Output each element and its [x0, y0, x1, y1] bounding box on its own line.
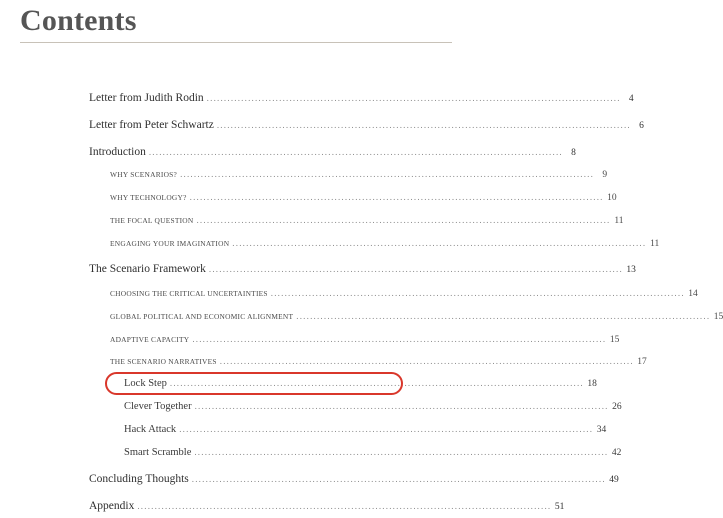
highlight-ring: [105, 372, 403, 395]
toc-entry-label: ADAPTIVE CAPACITY: [110, 335, 190, 344]
toc-entry-page: 11: [614, 216, 624, 226]
leader-dots: ........................................................................................................................: [189, 192, 604, 202]
leader-dots: ........................................................................................................................: [180, 169, 595, 179]
leader-dots: ........................................................................................................................: [169, 378, 584, 388]
toc-entry-page: 10: [607, 193, 617, 203]
toc-entry-label: Appendix: [89, 500, 135, 512]
leader-dots: ........................................................................................................................: [208, 264, 623, 274]
toc-entry-focal-question[interactable]: [110, 215, 624, 226]
toc-entry-page: 4: [628, 94, 634, 104]
toc-entry-smart-scramble[interactable]: [124, 447, 622, 458]
page-title: Contents: [20, 4, 137, 37]
toc-entry-label: ENGAGING YOUR IMAGINATION: [110, 239, 230, 248]
leader-dots: ........................................................................................................................: [270, 288, 685, 298]
toc-entry-page: 11: [650, 239, 660, 249]
leader-dots: ........................................................................................................................: [194, 401, 609, 411]
toc-entry-page: 49: [609, 475, 619, 485]
toc-entry-clever-together[interactable]: [124, 401, 622, 412]
toc-entry-scenario-framework[interactable]: [89, 263, 636, 275]
leader-dots: ........................................................................................................................: [191, 474, 606, 484]
toc-entry-global-alignment[interactable]: [110, 311, 723, 322]
toc-entry-page: 34: [596, 425, 607, 435]
toc-entry-letter-rodin[interactable]: [89, 92, 634, 104]
toc-entry-label: Clever Together: [124, 401, 192, 412]
toc-entry-hack-attack[interactable]: [124, 424, 607, 435]
toc-entry-letter-schwartz[interactable]: [89, 119, 644, 131]
toc-entry-page: 6: [639, 121, 644, 131]
toc-entry-label: Letter from Judith Rodin: [89, 92, 204, 104]
toc-entry-critical-uncertainties[interactable]: [110, 288, 698, 299]
leader-dots: ........................................................................................................................: [194, 447, 609, 457]
toc-entry-label: THE FOCAL QUESTION: [110, 216, 194, 225]
leader-dots: ........................................................................................................................: [137, 501, 552, 511]
toc-entry-label: Concluding Thoughts: [89, 473, 189, 485]
leader-dots: ........................................................................................................................: [206, 93, 621, 103]
toc-entry-label: Lock Step: [124, 378, 167, 389]
toc-entry-page: 42: [611, 448, 622, 458]
toc-entry-page: 9: [602, 170, 608, 180]
toc-entry-introduction[interactable]: [89, 146, 576, 158]
toc-entry-label: CHOOSING THE CRITICAL UNCERTAINTIES: [110, 289, 268, 298]
toc-entry-page: 13: [626, 265, 636, 275]
toc-entry-page: 14: [688, 289, 698, 299]
toc-entry-label: WHY TECHNOLOGY?: [110, 193, 187, 202]
leader-dots: ........................................................................................................................: [192, 334, 607, 344]
toc-entry-label: Hack Attack: [124, 424, 177, 435]
toc-entry-page: 17: [637, 357, 647, 367]
toc-entry-page: 15: [713, 312, 723, 322]
toc-entry-page: 8: [571, 148, 576, 158]
toc-entry-why-scenarios[interactable]: [110, 169, 608, 180]
toc-entry-label: Smart Scramble: [124, 447, 192, 458]
leader-dots: ........................................................................................................................: [196, 215, 611, 225]
toc-entry-scenario-narratives[interactable]: [110, 356, 647, 367]
toc-entry-appendix[interactable]: [89, 500, 565, 512]
leader-dots: ........................................................................................................................: [148, 147, 563, 157]
toc-entry-page: 18: [587, 379, 597, 389]
toc-entry-label: Introduction: [89, 146, 146, 158]
toc-entry-label: Letter from Peter Schwartz: [89, 119, 214, 131]
leader-dots: ........................................................................................................................: [232, 238, 647, 248]
leader-dots: ........................................................................................................................: [219, 356, 634, 366]
toc-entry-label: GLOBAL POLITICAL AND ECONOMIC ALIGNMENT: [110, 312, 294, 321]
toc-entry-concluding-thoughts[interactable]: [89, 473, 619, 485]
toc-entry-page: 15: [609, 335, 620, 345]
toc-entry-why-technology[interactable]: [110, 192, 617, 203]
toc-entry-page: 26: [612, 402, 622, 412]
toc-entry-adaptive-capacity[interactable]: [110, 334, 620, 345]
leader-dots: ........................................................................................................................: [296, 311, 711, 321]
toc-entry-page: 51: [554, 502, 565, 512]
toc-entry-label: The Scenario Framework: [89, 263, 206, 275]
leader-dots: ........................................................................................................................: [179, 424, 594, 434]
toc-entry-label: THE SCENARIO NARRATIVES: [110, 357, 217, 366]
leader-dots: ........................................................................................................................: [216, 120, 631, 130]
toc-entry-label: WHY SCENARIOS?: [110, 170, 178, 179]
toc-entry-engaging-imagination[interactable]: [110, 238, 660, 249]
